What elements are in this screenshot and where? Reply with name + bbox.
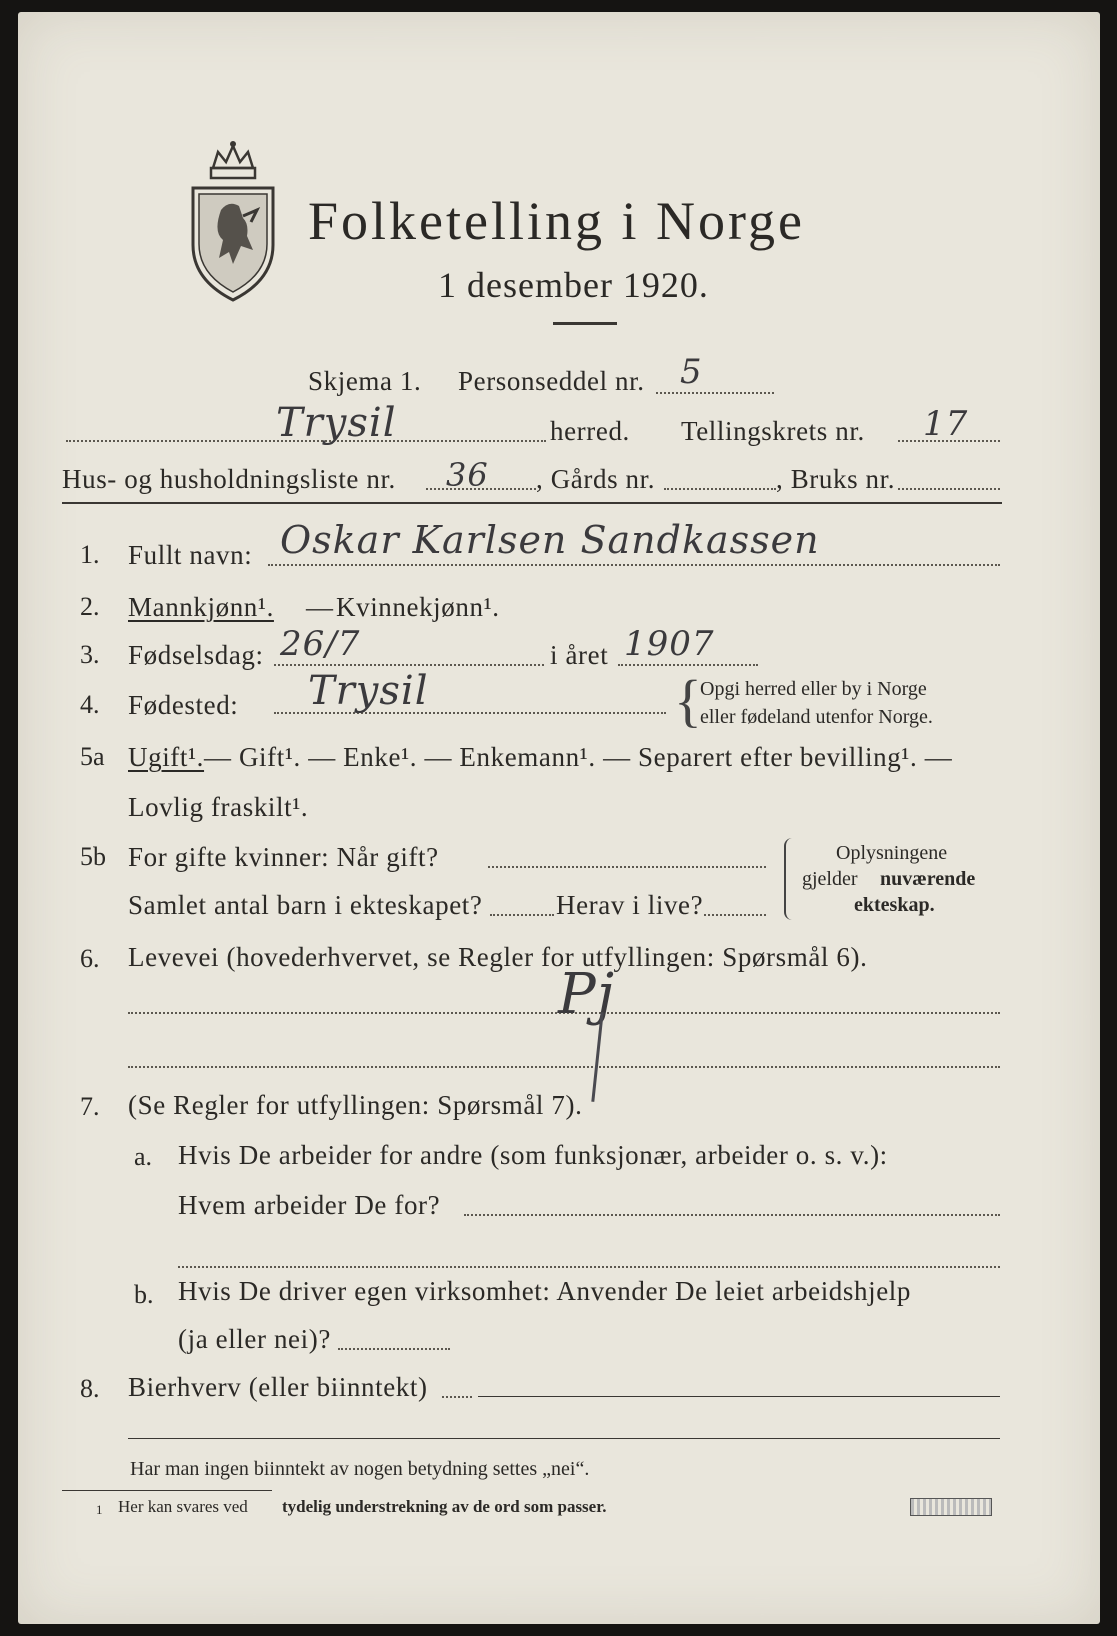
bruks-label: , Bruks nr. [776,464,896,494]
q4-note-brace: { [674,668,702,733]
footnote-number: 1 [96,1502,103,1517]
q5b-alive-dots [704,914,766,916]
gards-label: , Gårds nr. [536,464,656,494]
bruks-dots [898,488,1000,490]
q1-dots [268,564,1000,566]
q5b-children-dots [490,914,554,916]
q7b-letter: b. [134,1280,154,1309]
q8-line-2 [128,1438,1000,1439]
tellingskrets-value[interactable]: 17 [923,404,969,444]
personseddel-label: Personseddel nr. [458,366,645,396]
q3-value[interactable]: 26/7 [280,624,361,664]
census-form [18,12,1100,1624]
form-title: Folketelling i Norge [308,191,805,251]
q7a-letter: a. [134,1142,153,1171]
q1-label: Fullt navn: [128,540,253,570]
q5b-note-bracket [784,838,794,920]
q4-number: 4. [80,690,100,719]
q2-separator: — [306,592,334,622]
q7a-dots-1 [464,1214,1000,1216]
q5b-note-line1: Oplysningene [836,842,948,864]
gards-dots [664,488,776,490]
q6-label: Levevei (hovederhvervet, se Regler for utfyllingen: Spørsmål 6). [128,942,868,972]
q7-number: 7. [80,1092,100,1121]
q7a-sublabel: Hvem arbeider De for? [178,1190,441,1220]
footnote-text-a: Her kan svares ved [118,1497,248,1516]
header-rule [62,502,1002,504]
q5a-number: 5a [80,742,105,771]
printer-stamp [910,1498,992,1516]
q5b-number: 5b [80,842,106,871]
q5b-note-line2a: gjelder [802,868,858,890]
q6-number: 6. [80,944,100,973]
q4-note-line1: Opgi herred eller by i Norge [700,678,927,700]
q7b-dots [338,1348,450,1350]
q5b-children-label: Samlet antal barn i ekteskapet? [128,890,483,920]
q5b-married-dots [488,866,766,868]
household-value[interactable]: 36 [446,456,489,494]
q4-value[interactable]: Trysil [308,668,429,714]
norway-coat-of-arms-icon [183,140,283,310]
q3-year-label: i året [550,640,609,670]
q5a-fraskilt-option[interactable]: Lovlig fraskilt¹. [128,792,309,822]
q6-value[interactable]: Pj [558,962,616,1027]
q8-number: 8. [80,1374,100,1403]
footer-note: Har man ingen biinntekt av nogen betydning settes „nei“. [130,1458,590,1480]
q2-male-option[interactable]: Mannkjønn¹. [128,592,274,622]
q7b-label: Hvis De driver egen virksomhet: Anvender De leiet arbeidshjelp [178,1276,911,1306]
q5a-ugift-option[interactable]: Ugift¹. [128,742,205,772]
q3-label: Fødselsdag: [128,640,264,670]
q7b-sublabel: (ja eller nei)? [178,1324,331,1354]
q5b-alive-label: Herav i live? [556,890,704,920]
personseddel-value[interactable]: 5 [680,352,703,392]
q3-year-value[interactable]: 1907 [624,624,715,664]
q3-number: 3. [80,640,100,669]
schema-label: Skjema 1. [308,366,422,396]
q1-value[interactable]: Oskar Karlsen Sandkassen [280,518,820,562]
q4-note-line2: eller fødeland utenfor Norge. [700,706,933,728]
household-label: Hus- og husholdningsliste nr. [62,464,396,494]
q8-line-1 [478,1396,1000,1397]
footnote-rule [62,1490,272,1491]
q5b-note-line3: ekteskap. [854,894,935,916]
q2-number: 2. [80,592,100,621]
q5a-other-options[interactable]: — Gift¹. — Enke¹. — Enkemann¹. — Separert efter bevilling¹. — [204,742,953,772]
q7a-dots-2 [178,1266,1000,1268]
q8-dots [442,1396,472,1398]
herred-value[interactable]: Trysil [276,400,397,446]
q6-dots-2 [128,1066,1000,1068]
herred-label: herred. [550,416,630,446]
q7-label: (Se Regler for utfyllingen: Spørsmål 7). [128,1090,583,1120]
tellingskrets-label: Tellingskrets nr. [681,416,865,446]
q4-label: Fødested: [128,690,239,720]
personseddel-dots [656,392,774,394]
q7a-label: Hvis De arbeider for andre (som funksjonær, arbeider o. s. v.): [178,1140,888,1170]
q5b-married-label: For gifte kvinner: Når gift? [128,842,439,872]
q2-female-option[interactable]: Kvinnekjønn¹. [336,592,500,622]
q8-label: Bierhverv (eller biinntekt) [128,1372,428,1402]
q3-year-dots [618,664,758,666]
q5b-note-line2b: nuværende [880,868,976,890]
q1-number: 1. [80,540,100,569]
title-divider [553,322,617,325]
footnote-text-b: tydelig understrekning av de ord som passer. [282,1497,607,1516]
q3-dots [274,664,544,666]
form-date: 1 desember 1920. [438,265,709,305]
